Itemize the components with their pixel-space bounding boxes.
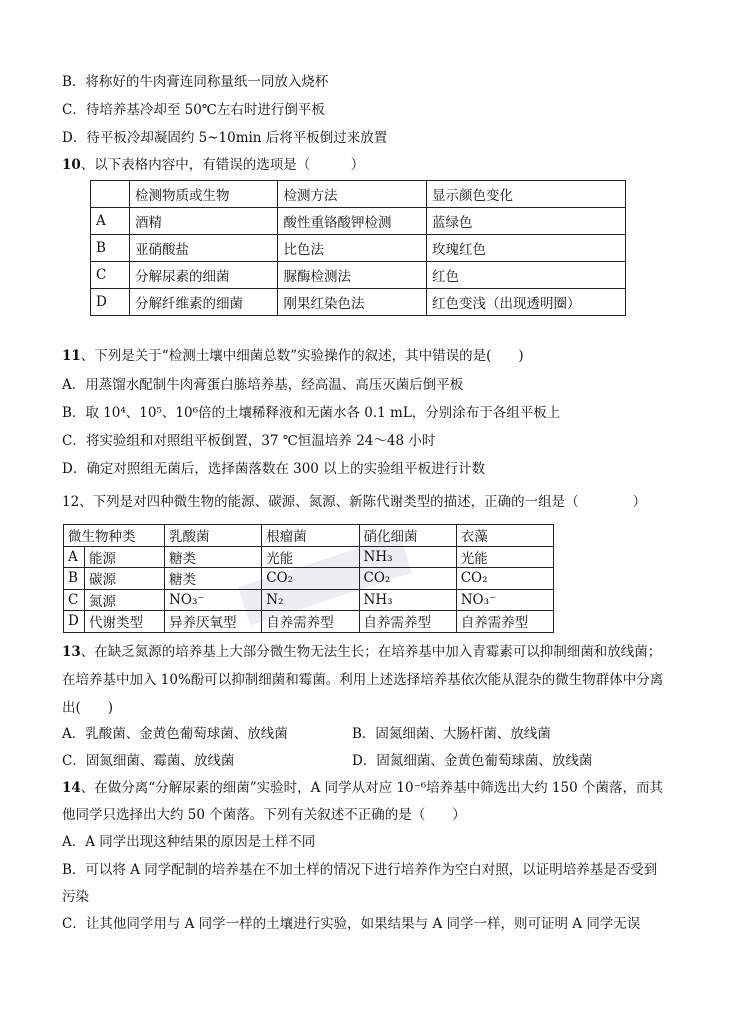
q13-option-c: C．固氮细菌、霉菌、放线菌 [62, 753, 235, 769]
table-cell: 氮源 [85, 589, 165, 611]
table-cell: 代谢类型 [85, 611, 165, 633]
question-10-text: 、以下表格内容中，有错误的选项是（ ） [80, 157, 365, 173]
table-cell: N₂ [262, 589, 359, 611]
table-header-cell: 衣藻 [456, 525, 553, 547]
table-cell: 玫瑰红色 [426, 235, 625, 262]
q14-option-b-line-1: B．可以将 A 同学配制的培养基在不加土样的情况下进行培养作为空白对照，以证明培养基是否受到 [62, 862, 658, 878]
table-cell: CO₂ [262, 568, 359, 590]
table-cell: C [91, 262, 130, 289]
table-cell: NO₃⁻ [165, 589, 262, 611]
option-b-prev: B．将称好的牛肉膏连同称量纸一同放入烧杯 [62, 74, 329, 90]
question-13-number: 13 [62, 644, 81, 660]
table-cell: NH₃ [359, 589, 456, 611]
question-14-line-2: 他同学只选择出大约 50 个菌落。下列有关叙述不正确的是（ ） [62, 807, 466, 823]
table-row [64, 589, 554, 611]
table-cell: B [64, 568, 85, 590]
table-cell: 能源 [85, 546, 165, 568]
question-13-line-1 [62, 642, 661, 662]
table-row [64, 611, 554, 633]
table-cell: 自养需养型 [456, 611, 553, 633]
question-14-number: 14 [62, 780, 81, 796]
table-cell: 分解纤维素的细菌 [130, 289, 278, 316]
table-cell: 酒精 [130, 208, 278, 235]
table-header-cell: 微生物种类 [64, 525, 165, 547]
question-10 [62, 155, 364, 175]
table-header-cell: 检测物质或生物 [130, 181, 278, 208]
q13-option-d: D．固氮细菌、金黄色葡萄球菌、放线菌 [352, 753, 593, 769]
q14-option-b-line-2: 污染 [62, 889, 89, 905]
table-cell: 红色变浅（出现透明圈） [426, 289, 625, 316]
question-12: 12、下列是对四种微生物的能源、碳源、氮源、新陈代谢类型的描述，正确的一组是（ ） [62, 494, 647, 510]
table-cell: B [91, 235, 130, 262]
table-cell: CO₂ [359, 568, 456, 590]
table-cell: 光能 [456, 546, 553, 568]
option-c-prev: C．待培养基冷却至 50℃左右时进行倒平板 [62, 102, 325, 118]
question-14-text: 、在做分离“分解尿素的细菌”实验时，A 同学从对应 10⁻⁶培养基中筛选出大约 150 个菌落，而其 [80, 780, 663, 796]
table-cell: 脲酶检测法 [278, 262, 426, 289]
table-row [91, 235, 626, 262]
table-cell: 自养需养型 [262, 611, 359, 633]
table-row [91, 262, 626, 289]
question-11 [62, 346, 524, 366]
table-cell: D [64, 611, 85, 633]
table-cell: 碳源 [85, 568, 165, 590]
question-11-number: 11 [62, 348, 81, 364]
table-cell: 自养需养型 [359, 611, 456, 633]
q14-option-a: A．A 同学出现这种结果的原因是土样不同 [62, 834, 316, 850]
table-cell: C [64, 589, 85, 611]
table-cell: 分解尿素的细菌 [130, 262, 278, 289]
q11-option-a: A．用蒸馏水配制牛肉膏蛋白胨培养基，经高温、高压灭菌后倒平板 [62, 377, 464, 393]
table-header-cell: 乳酸菌 [165, 525, 262, 547]
option-d-prev: D．待平板冷却凝固约 5~10min 后将平板倒过来放置 [62, 130, 388, 146]
table-cell: A [64, 546, 85, 568]
q11-option-d: D．确定对照组无菌后，选择菌落数在 300 以上的实验组平板进行计数 [62, 461, 486, 477]
table-row [64, 546, 554, 568]
q11-option-b: B．取 10⁴、10⁵、10⁶倍的土壤稀释液和无菌水各 0.1 mL，分别涂布于各组平板上 [62, 405, 561, 421]
table-cell: A [91, 208, 130, 235]
table-row [64, 525, 554, 547]
question-10-number: 10 [62, 157, 81, 173]
table-cell [91, 181, 130, 208]
question-13-text: 、在缺乏氮源的培养基上大部分微生物无法生长；在培养基中加入青霉素可以抑制细菌和放线菌； [80, 644, 662, 660]
q13-option-a: A．乳酸菌、金黄色葡萄球菌、放线菌 [62, 726, 288, 742]
table-cell: NH₃ [359, 546, 456, 568]
table-row [64, 568, 554, 590]
table-row [91, 289, 626, 316]
table-q10 [90, 180, 626, 316]
table-header-cell: 检测方法 [278, 181, 426, 208]
q11-option-c: C．将实验组和对照组平板倒置，37 ℃恒温培养 24～48 小时 [62, 433, 436, 449]
table-cell: 酸性重铬酸钾检测 [278, 208, 426, 235]
table-cell: 刚果红染色法 [278, 289, 426, 316]
table-cell: 红色 [426, 262, 625, 289]
table-cell: 亚硝酸盐 [130, 235, 278, 262]
table-cell: 比色法 [278, 235, 426, 262]
table-q12 [63, 524, 554, 633]
table-cell: 糖类 [165, 568, 262, 590]
table-cell: CO₂ [456, 568, 553, 590]
table-header-cell: 显示颜色变化 [426, 181, 625, 208]
question-13-line-2: 在培养基中加入 10%酚可以抑制细菌和霉菌。利用上述选择培养基依次能从混杂的微生物群体中分离 [62, 672, 664, 688]
table-header-cell: 硝化细菌 [359, 525, 456, 547]
table-cell: NO₃⁻ [456, 589, 553, 611]
question-14-line-1 [62, 778, 663, 798]
q14-option-c: C．让其他同学用与 A 同学一样的土壤进行实验，如果结果与 A 同学一样，则可证明 A 同学无误 [62, 916, 641, 932]
table-row [91, 208, 626, 235]
table-cell: 糖类 [165, 546, 262, 568]
question-13-line-3: 出( ) [62, 700, 114, 716]
table-cell: 异养厌氧型 [165, 611, 262, 633]
question-11-text: 、下列是关于“检测土壤中细菌总数”实验操作的叙述，其中错误的是( ) [80, 348, 524, 364]
table-header-cell: 根瘤菌 [262, 525, 359, 547]
table-cell: 蓝绿色 [426, 208, 625, 235]
table-row [91, 181, 626, 208]
q13-option-b: B．固氮细菌、大肠杆菌、放线菌 [352, 726, 551, 742]
table-cell: 光能 [262, 546, 359, 568]
table-cell: D [91, 289, 130, 316]
